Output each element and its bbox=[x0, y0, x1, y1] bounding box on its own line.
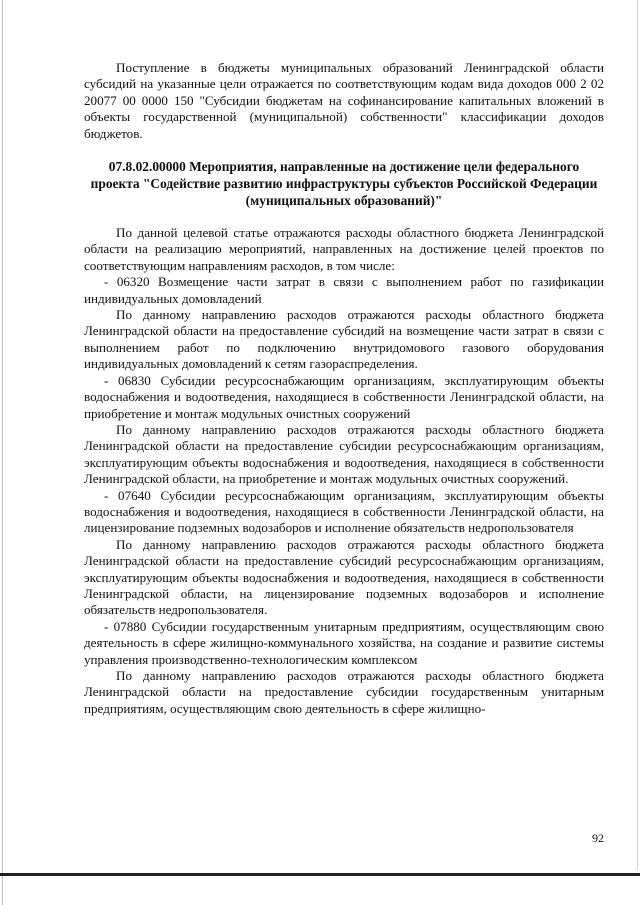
body-paragraph: По данной целевой статье отражаются расходы областного бюджета Ленинградской области на реализацию мероприятий, направленных на достижение целей проектов по соответствующим направлениям расходов, в том числе: bbox=[84, 225, 604, 273]
body-paragraph: По данному направлению расходов отражаются расходы областного бюджета Ленинградской области на предоставление субсидий ресурсоснабжающим организациям, эксплуатирующим объекты водоснабжения и водоотведения, находящиеся в собственности Ленинградской области, на лицензирование подземных водозаборов и исполнение обязательств недропользователя. bbox=[84, 536, 604, 618]
expense-item-06320: - 06320 Возмещение части затрат в связи с выполнением работ по газификации индивидуальных домовладений bbox=[84, 274, 604, 306]
scan-bottom-border bbox=[0, 873, 640, 876]
intro-paragraph: Поступление в бюджеты муниципальных образований Ленинградской области субсидий на указанные цели отражается по соответствующим кодам вида доходов 000 2 02 20077 00 0000 150 "Субсидии бюджетам на софинансирование капитальных вложений в объекты государственной (муниципальной) собственности" классификации доходов бюджетов. bbox=[84, 60, 604, 141]
spacer bbox=[84, 209, 604, 225]
body-paragraph: По данному направлению расходов отражаются расходы областного бюджета Ленинградской области на предоставление субсидий на возмещение части затрат в связи с выполнением работ по подключению внутридомового газового оборудования индивидуальных домовладений к сетям газораспределения. bbox=[84, 307, 604, 372]
expense-item-07640: - 07640 Субсидии ресурсоснабжающим организациям, эксплуатирующим объекты водоснабжения и водоотведения, находящиеся в собственности Ленинградской области, на лицензирование подземных водозаборов и исполнение обязательств недропользователя bbox=[84, 487, 604, 536]
scan-left-edge bbox=[2, 0, 3, 905]
body-paragraph: По данному направлению расходов отражаются расходы областного бюджета Ленинградской области на предоставление субсидии государственным унитарным предприятиям, осуществляющим свою деятельность в сфере жилищно- bbox=[84, 668, 604, 716]
spacer bbox=[84, 142, 604, 158]
expense-item-07880: - 07880 Субсидии государственным унитарным предприятиям, осуществляющим свою деятельность в сфере жилищно-коммунального хозяйства, на создание и развитие системы управления производственно-технологическим комплексом bbox=[84, 618, 604, 667]
body-paragraph: По данному направлению расходов отражаются расходы областного бюджета Ленинградской области на предоставление субсидии ресурсоснабжающим организациям, эксплуатирующим объекты водоснабжения и водоотведения, находящиеся в собственности Ленинградской области, на приобретение и монтаж модульных очистных сооружений. bbox=[84, 421, 604, 487]
expense-item-06830: - 06830 Субсидии ресурсоснабжающим организациям, эксплуатирующим объекты водоснабжения и водоотведения, находящиеся в собственности Ленинградской области, на приобретение и монтаж модульных очистных сооружений bbox=[84, 372, 604, 421]
section-heading: 07.8.02.00000 Мероприятия, направленные на достижение цели федерального проекта "Содействие развитию инфраструктуры субъектов Российской Федерации (муниципальных образований)" bbox=[90, 159, 598, 209]
document-page bbox=[84, 60, 604, 717]
page-number: 92 bbox=[592, 831, 604, 845]
scan-right-edge bbox=[637, 0, 638, 870]
